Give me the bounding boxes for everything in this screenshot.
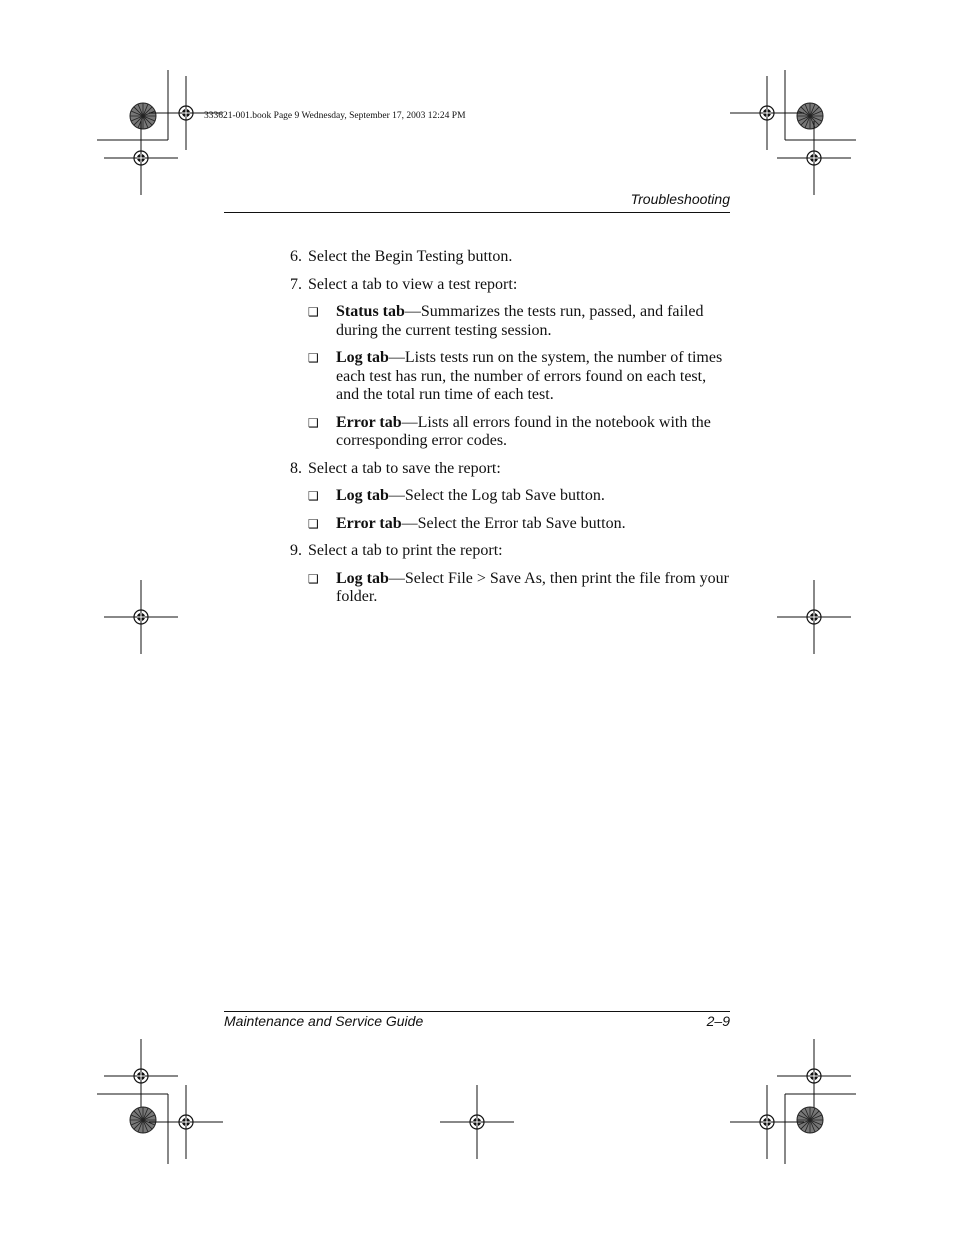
step-item: [290, 248, 730, 267]
checkbox-bullet-icon: ❑: [308, 516, 319, 531]
step-item: [290, 276, 730, 295]
registration-mark: [730, 76, 804, 150]
footer-title: Maintenance and Service Guide: [224, 1013, 424, 1029]
bullet-desc: —Lists tests run on the system, the number of times each test has run, the number of errors found on each test, and the total run time of each test.: [336, 349, 723, 403]
bullet-term: Status tab: [336, 303, 405, 320]
bullet-item: [308, 349, 730, 405]
registration-mark: [440, 1085, 514, 1159]
footer-rule: [224, 1011, 730, 1012]
registration-mark: [730, 1085, 804, 1159]
step-item: [290, 542, 730, 561]
step-number: 9.: [290, 542, 302, 559]
registration-mark: [149, 1085, 223, 1159]
registration-mark: [777, 580, 851, 654]
step-text: Select a tab to print the report:: [308, 542, 503, 559]
page-body: [290, 248, 730, 616]
step-number: 8.: [290, 459, 302, 477]
bullet-desc: —Select the Log tab Save button.: [388, 487, 605, 504]
registration-mark: [104, 121, 178, 195]
bullet-desc: —Lists all errors found in the notebook with the corresponding error codes.: [336, 413, 711, 449]
registration-mark: [777, 1039, 851, 1113]
checkbox-bullet-icon: ❑: [308, 571, 319, 586]
step-number: 7.: [290, 275, 302, 293]
checkbox-bullet-icon: ❑: [308, 415, 319, 430]
bullet-term: Log tab: [336, 569, 389, 587]
bullet-item: [308, 515, 730, 534]
bullet-item: [308, 414, 730, 451]
checkbox-bullet-icon: ❑: [308, 351, 319, 365]
bullet-term: Error tab: [336, 514, 402, 532]
running-header: Troubleshooting: [630, 191, 730, 207]
registration-mark: [104, 580, 178, 654]
checkbox-bullet-icon: ❑: [308, 305, 319, 319]
bullet-desc: —Select File > Save As, then print the file from your folder.: [336, 569, 729, 605]
bullet-item: [308, 487, 730, 506]
bullet-item: [308, 570, 730, 607]
bullet-term: Log tab: [336, 349, 389, 366]
registration-mark: [104, 1039, 178, 1113]
checkbox-bullet-icon: ❑: [308, 489, 319, 503]
registration-mark: [777, 121, 851, 195]
step-number: 6.: [290, 248, 302, 265]
bullet-desc: —Summarizes the tests run, passed, and failed during the current testing session.: [336, 303, 704, 339]
sunburst-mark: [130, 103, 156, 129]
print-slug: 333621-001.book Page 9 Wednesday, September 17, 2003 12:24 PM: [204, 111, 466, 121]
bullet-term: Log tab: [336, 487, 389, 504]
step-text: Select a tab to view a test report:: [308, 275, 518, 293]
step-item: [290, 460, 730, 479]
sunburst-mark: [797, 103, 823, 129]
bullet-term: Error tab: [336, 413, 402, 431]
header-rule: [224, 212, 730, 213]
sunburst-mark: [797, 1107, 823, 1133]
sunburst-mark: [130, 1107, 156, 1133]
step-text: Select a tab to save the report:: [308, 459, 501, 477]
bullet-item: [308, 303, 730, 340]
bullet-desc: —Select the Error tab Save button.: [401, 514, 626, 532]
step-text: Select the Begin Testing button.: [308, 248, 513, 265]
page-number: 2–9: [706, 1013, 730, 1029]
